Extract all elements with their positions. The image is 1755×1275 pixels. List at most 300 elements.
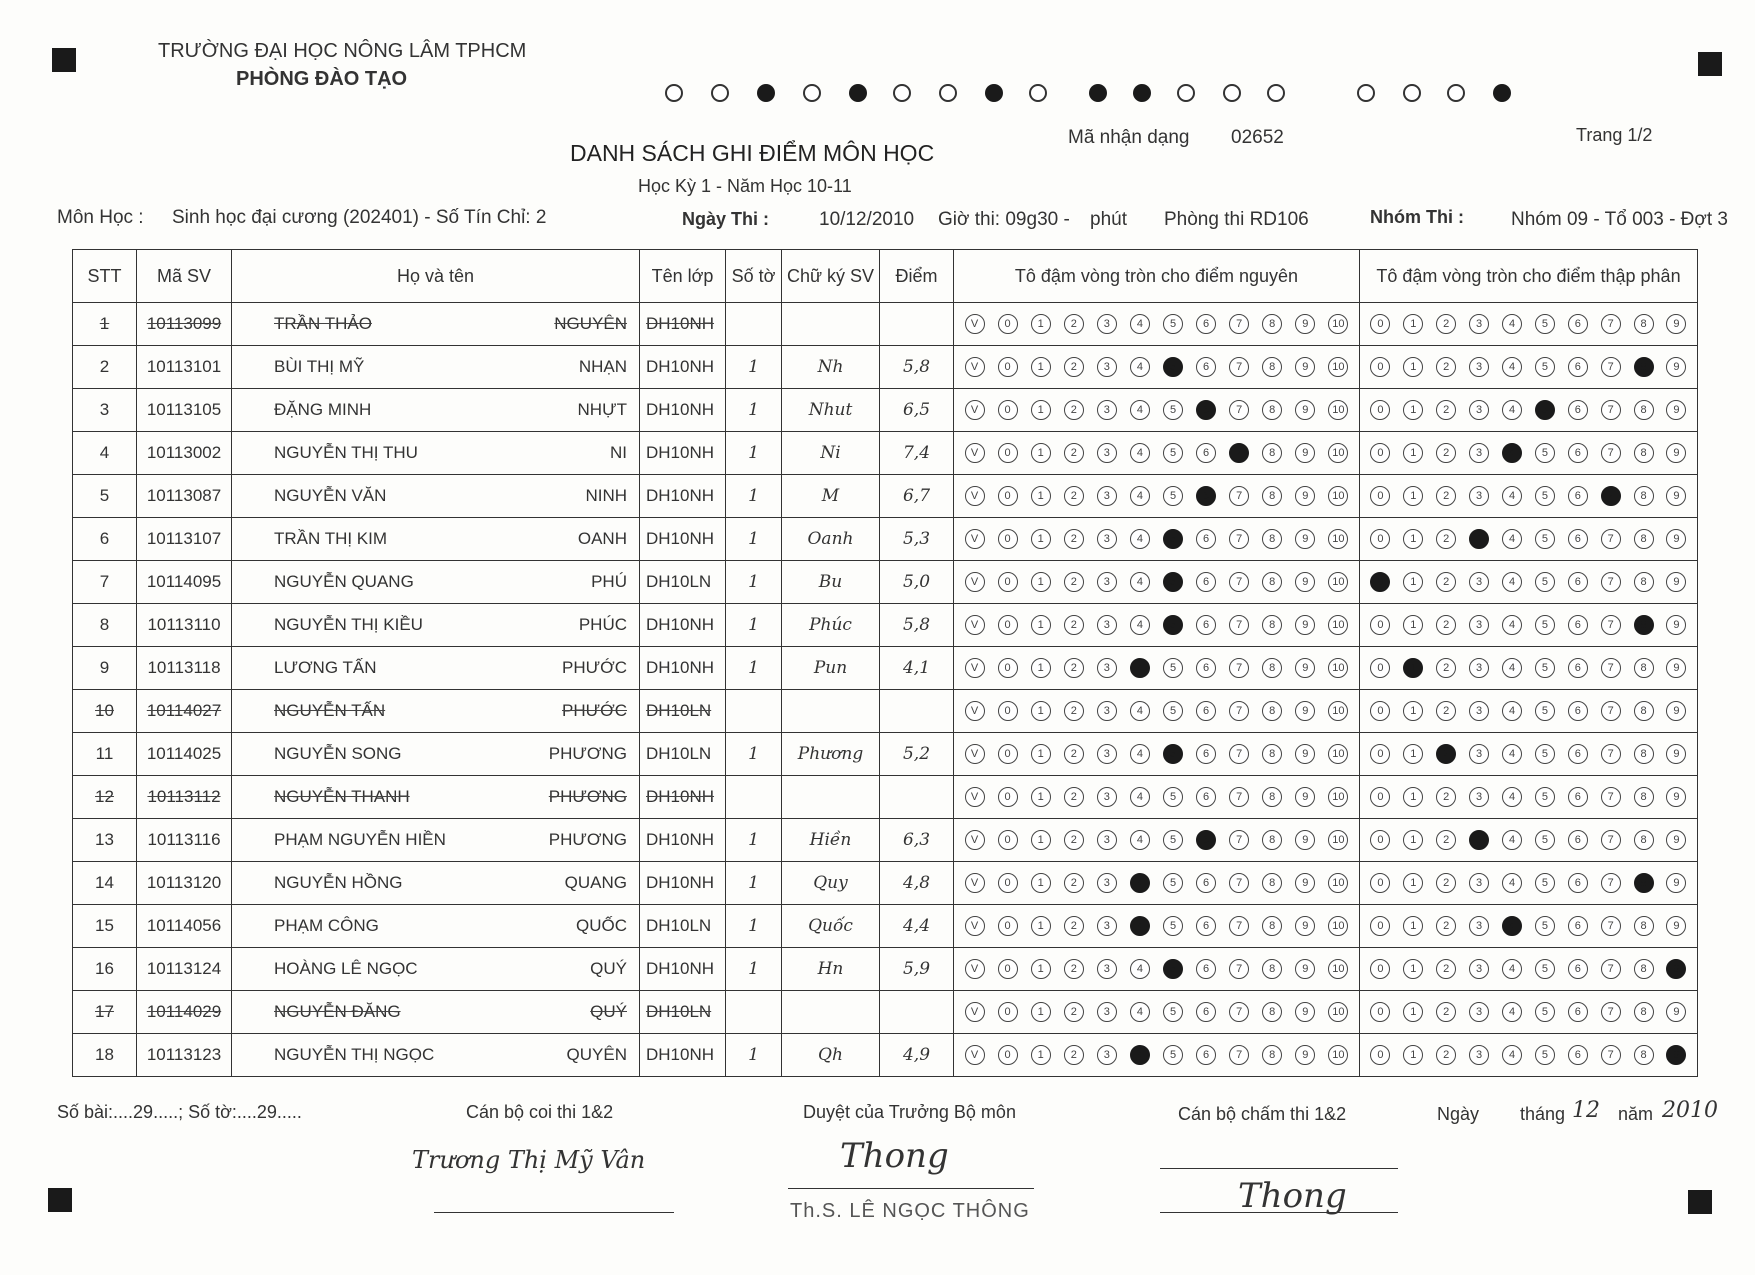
decimal-bubble[interactable]: 6 (1568, 1045, 1588, 1065)
integer-bubble[interactable]: 4 (1130, 314, 1150, 334)
integer-bubble[interactable]: 6 (1196, 701, 1216, 721)
decimal-bubble[interactable]: 7 (1601, 1002, 1621, 1022)
integer-bubble[interactable]: 0 (998, 701, 1018, 721)
decimal-bubble[interactable]: 3 (1469, 959, 1489, 979)
integer-bubble[interactable]: 0 (998, 486, 1018, 506)
decimal-bubble[interactable]: 0 (1370, 1045, 1390, 1065)
decimal-bubble[interactable]: 0 (1370, 1002, 1390, 1022)
decimal-bubble[interactable]: 1 (1403, 615, 1423, 635)
integer-bubble[interactable]: 0 (998, 830, 1018, 850)
decimal-bubble[interactable]: 3 (1469, 916, 1489, 936)
decimal-bubble[interactable]: 2 (1436, 744, 1456, 764)
decimal-bubble[interactable]: 4 (1502, 658, 1522, 678)
integer-bubble[interactable]: 1 (1031, 572, 1051, 592)
integer-bubble[interactable]: 10 (1328, 615, 1348, 635)
integer-bubble[interactable]: 7 (1229, 314, 1249, 334)
integer-bubble[interactable]: 2 (1064, 314, 1084, 334)
decimal-bubble[interactable]: 3 (1469, 314, 1489, 334)
integer-bubble[interactable]: 3 (1097, 959, 1117, 979)
decimal-bubble[interactable]: 0 (1370, 830, 1390, 850)
decimal-bubble[interactable]: 0 (1370, 486, 1390, 506)
integer-bubble[interactable]: 2 (1064, 916, 1084, 936)
decimal-bubble[interactable]: 7 (1601, 486, 1621, 506)
decimal-bubble[interactable]: 7 (1601, 357, 1621, 377)
integer-bubble[interactable]: 10 (1328, 1002, 1348, 1022)
decimal-bubble[interactable]: 2 (1436, 529, 1456, 549)
decimal-bubble[interactable]: 8 (1634, 572, 1654, 592)
integer-bubble[interactable]: 7 (1229, 529, 1249, 549)
integer-bubble[interactable]: 8 (1262, 615, 1282, 635)
integer-bubble[interactable]: 4 (1130, 572, 1150, 592)
integer-bubble[interactable]: 2 (1064, 357, 1084, 377)
integer-bubble[interactable]: 8 (1262, 873, 1282, 893)
decimal-bubble[interactable]: 4 (1502, 314, 1522, 334)
integer-bubble[interactable]: 6 (1196, 529, 1216, 549)
decimal-bubble[interactable]: 0 (1370, 615, 1390, 635)
decimal-bubble[interactable]: 6 (1568, 314, 1588, 334)
integer-bubble[interactable]: 0 (998, 357, 1018, 377)
integer-bubble[interactable]: 3 (1097, 701, 1117, 721)
decimal-bubble[interactable]: 7 (1601, 658, 1621, 678)
integer-bubble[interactable]: 8 (1262, 357, 1282, 377)
integer-bubble[interactable]: 5 (1163, 400, 1183, 420)
decimal-bubble[interactable]: 6 (1568, 830, 1588, 850)
decimal-bubble[interactable]: 3 (1469, 615, 1489, 635)
integer-bubble[interactable]: 9 (1295, 357, 1315, 377)
decimal-bubble[interactable]: 9 (1666, 529, 1686, 549)
integer-bubble[interactable]: 8 (1262, 1002, 1282, 1022)
decimal-bubble[interactable]: 9 (1666, 572, 1686, 592)
decimal-bubble[interactable]: 7 (1601, 615, 1621, 635)
integer-bubble[interactable]: 10 (1328, 744, 1348, 764)
integer-bubble[interactable]: 7 (1229, 615, 1249, 635)
integer-bubble[interactable]: 4 (1130, 486, 1150, 506)
decimal-bubble[interactable]: 0 (1370, 959, 1390, 979)
decimal-bubble[interactable]: 9 (1666, 873, 1686, 893)
integer-bubble[interactable]: V (965, 787, 985, 807)
decimal-bubble[interactable]: 4 (1502, 701, 1522, 721)
integer-bubble[interactable]: 7 (1229, 916, 1249, 936)
integer-bubble[interactable]: 10 (1328, 357, 1348, 377)
integer-bubble[interactable]: 2 (1064, 572, 1084, 592)
integer-bubble[interactable]: 6 (1196, 572, 1216, 592)
integer-bubble[interactable]: 2 (1064, 615, 1084, 635)
integer-bubble[interactable]: 2 (1064, 873, 1084, 893)
integer-bubble[interactable]: 1 (1031, 400, 1051, 420)
integer-bubble[interactable]: 4 (1130, 529, 1150, 549)
integer-bubble[interactable]: 5 (1163, 701, 1183, 721)
integer-bubble[interactable]: 7 (1229, 744, 1249, 764)
decimal-bubble[interactable]: 2 (1436, 486, 1456, 506)
decimal-bubble[interactable]: 9 (1666, 787, 1686, 807)
decimal-bubble[interactable]: 6 (1568, 701, 1588, 721)
integer-bubble[interactable]: 3 (1097, 830, 1117, 850)
integer-bubble[interactable]: 3 (1097, 486, 1117, 506)
integer-bubble[interactable]: 8 (1262, 314, 1282, 334)
integer-bubble[interactable]: 2 (1064, 486, 1084, 506)
integer-bubble[interactable]: V (965, 572, 985, 592)
integer-bubble[interactable]: 1 (1031, 658, 1051, 678)
integer-bubble[interactable]: 6 (1196, 658, 1216, 678)
decimal-bubble[interactable]: 7 (1601, 787, 1621, 807)
decimal-bubble[interactable]: 7 (1601, 916, 1621, 936)
decimal-bubble[interactable]: 2 (1436, 959, 1456, 979)
decimal-bubble[interactable]: 6 (1568, 959, 1588, 979)
integer-bubble[interactable]: 6 (1196, 787, 1216, 807)
decimal-bubble[interactable]: 4 (1502, 1045, 1522, 1065)
integer-bubble[interactable]: 8 (1262, 959, 1282, 979)
decimal-bubble[interactable]: 4 (1502, 830, 1522, 850)
integer-bubble[interactable]: 7 (1229, 787, 1249, 807)
integer-bubble[interactable]: 8 (1262, 1045, 1282, 1065)
integer-bubble[interactable]: 2 (1064, 658, 1084, 678)
decimal-bubble[interactable]: 5 (1535, 658, 1555, 678)
integer-bubble[interactable]: 8 (1262, 486, 1282, 506)
integer-bubble[interactable]: 4 (1130, 701, 1150, 721)
decimal-bubble[interactable]: 1 (1403, 486, 1423, 506)
integer-bubble[interactable]: 10 (1328, 400, 1348, 420)
integer-bubble[interactable]: 8 (1262, 400, 1282, 420)
decimal-bubble[interactable]: 5 (1535, 314, 1555, 334)
integer-bubble[interactable]: 4 (1130, 658, 1150, 678)
decimal-bubble[interactable]: 1 (1403, 744, 1423, 764)
integer-bubble[interactable]: 3 (1097, 400, 1117, 420)
decimal-bubble[interactable]: 9 (1666, 830, 1686, 850)
integer-bubble[interactable]: 6 (1196, 314, 1216, 334)
decimal-bubble[interactable]: 8 (1634, 658, 1654, 678)
integer-bubble[interactable]: 6 (1196, 400, 1216, 420)
decimal-bubble[interactable]: 0 (1370, 701, 1390, 721)
decimal-bubble[interactable]: 2 (1436, 615, 1456, 635)
integer-bubble[interactable]: 7 (1229, 443, 1249, 463)
integer-bubble[interactable]: 5 (1163, 959, 1183, 979)
decimal-bubble[interactable]: 9 (1666, 400, 1686, 420)
integer-bubble[interactable]: 1 (1031, 615, 1051, 635)
decimal-bubble[interactable]: 1 (1403, 400, 1423, 420)
integer-bubble[interactable]: 5 (1163, 744, 1183, 764)
integer-bubble[interactable]: 0 (998, 787, 1018, 807)
integer-bubble[interactable]: 5 (1163, 486, 1183, 506)
decimal-bubble[interactable]: 9 (1666, 314, 1686, 334)
decimal-bubble[interactable]: 5 (1535, 916, 1555, 936)
decimal-bubble[interactable]: 2 (1436, 916, 1456, 936)
integer-bubble[interactable]: 1 (1031, 443, 1051, 463)
integer-bubble[interactable]: 4 (1130, 357, 1150, 377)
integer-bubble[interactable]: 0 (998, 615, 1018, 635)
integer-bubble[interactable]: 2 (1064, 830, 1084, 850)
integer-bubble[interactable]: 9 (1295, 529, 1315, 549)
decimal-bubble[interactable]: 5 (1535, 830, 1555, 850)
integer-bubble[interactable]: 5 (1163, 357, 1183, 377)
integer-bubble[interactable]: 2 (1064, 1045, 1084, 1065)
integer-bubble[interactable]: 7 (1229, 357, 1249, 377)
integer-bubble[interactable]: V (965, 615, 985, 635)
integer-bubble[interactable]: 10 (1328, 873, 1348, 893)
decimal-bubble[interactable]: 4 (1502, 744, 1522, 764)
decimal-bubble[interactable]: 2 (1436, 572, 1456, 592)
integer-bubble[interactable]: 6 (1196, 443, 1216, 463)
integer-bubble[interactable]: 5 (1163, 529, 1183, 549)
decimal-bubble[interactable]: 5 (1535, 744, 1555, 764)
integer-bubble[interactable]: 5 (1163, 787, 1183, 807)
decimal-bubble[interactable]: 8 (1634, 486, 1654, 506)
integer-bubble[interactable]: 9 (1295, 1045, 1315, 1065)
integer-bubble[interactable]: 6 (1196, 744, 1216, 764)
integer-bubble[interactable]: 1 (1031, 486, 1051, 506)
integer-bubble[interactable]: 4 (1130, 959, 1150, 979)
integer-bubble[interactable]: 0 (998, 314, 1018, 334)
integer-bubble[interactable]: V (965, 443, 985, 463)
decimal-bubble[interactable]: 9 (1666, 959, 1686, 979)
decimal-bubble[interactable]: 6 (1568, 400, 1588, 420)
integer-bubble[interactable]: 10 (1328, 529, 1348, 549)
decimal-bubble[interactable]: 2 (1436, 314, 1456, 334)
decimal-bubble[interactable]: 6 (1568, 658, 1588, 678)
decimal-bubble[interactable]: 5 (1535, 873, 1555, 893)
decimal-bubble[interactable]: 8 (1634, 443, 1654, 463)
integer-bubble[interactable]: 0 (998, 443, 1018, 463)
decimal-bubble[interactable]: 0 (1370, 400, 1390, 420)
integer-bubble[interactable]: 0 (998, 529, 1018, 549)
integer-bubble[interactable]: 3 (1097, 572, 1117, 592)
integer-bubble[interactable]: 3 (1097, 744, 1117, 764)
decimal-bubble[interactable]: 4 (1502, 400, 1522, 420)
decimal-bubble[interactable]: 5 (1535, 615, 1555, 635)
decimal-bubble[interactable]: 3 (1469, 357, 1489, 377)
integer-bubble[interactable]: 4 (1130, 916, 1150, 936)
integer-bubble[interactable]: 8 (1262, 830, 1282, 850)
decimal-bubble[interactable]: 2 (1436, 400, 1456, 420)
decimal-bubble[interactable]: 3 (1469, 486, 1489, 506)
decimal-bubble[interactable]: 5 (1535, 529, 1555, 549)
integer-bubble[interactable]: 4 (1130, 1045, 1150, 1065)
decimal-bubble[interactable]: 2 (1436, 1045, 1456, 1065)
integer-bubble[interactable]: 2 (1064, 787, 1084, 807)
decimal-bubble[interactable]: 2 (1436, 443, 1456, 463)
integer-bubble[interactable]: 9 (1295, 443, 1315, 463)
integer-bubble[interactable]: V (965, 873, 985, 893)
integer-bubble[interactable]: 9 (1295, 916, 1315, 936)
integer-bubble[interactable]: 7 (1229, 486, 1249, 506)
decimal-bubble[interactable]: 4 (1502, 615, 1522, 635)
decimal-bubble[interactable]: 3 (1469, 787, 1489, 807)
integer-bubble[interactable]: 3 (1097, 314, 1117, 334)
decimal-bubble[interactable]: 2 (1436, 873, 1456, 893)
decimal-bubble[interactable]: 8 (1634, 959, 1654, 979)
integer-bubble[interactable]: 1 (1031, 1045, 1051, 1065)
integer-bubble[interactable]: 9 (1295, 830, 1315, 850)
decimal-bubble[interactable]: 8 (1634, 873, 1654, 893)
decimal-bubble[interactable]: 5 (1535, 1002, 1555, 1022)
decimal-bubble[interactable]: 5 (1535, 701, 1555, 721)
decimal-bubble[interactable]: 8 (1634, 744, 1654, 764)
integer-bubble[interactable]: 5 (1163, 1002, 1183, 1022)
integer-bubble[interactable]: 10 (1328, 959, 1348, 979)
integer-bubble[interactable]: 5 (1163, 1045, 1183, 1065)
integer-bubble[interactable]: 3 (1097, 658, 1117, 678)
integer-bubble[interactable]: 5 (1163, 615, 1183, 635)
decimal-bubble[interactable]: 8 (1634, 787, 1654, 807)
decimal-bubble[interactable]: 9 (1666, 744, 1686, 764)
decimal-bubble[interactable]: 3 (1469, 443, 1489, 463)
decimal-bubble[interactable]: 5 (1535, 959, 1555, 979)
decimal-bubble[interactable]: 1 (1403, 529, 1423, 549)
integer-bubble[interactable]: 5 (1163, 830, 1183, 850)
integer-bubble[interactable]: 7 (1229, 1002, 1249, 1022)
decimal-bubble[interactable]: 1 (1403, 873, 1423, 893)
integer-bubble[interactable]: 10 (1328, 572, 1348, 592)
integer-bubble[interactable]: 6 (1196, 615, 1216, 635)
integer-bubble[interactable]: 0 (998, 400, 1018, 420)
decimal-bubble[interactable]: 6 (1568, 486, 1588, 506)
decimal-bubble[interactable]: 7 (1601, 744, 1621, 764)
decimal-bubble[interactable]: 0 (1370, 443, 1390, 463)
decimal-bubble[interactable]: 6 (1568, 357, 1588, 377)
decimal-bubble[interactable]: 3 (1469, 1045, 1489, 1065)
integer-bubble[interactable]: 5 (1163, 658, 1183, 678)
decimal-bubble[interactable]: 0 (1370, 744, 1390, 764)
decimal-bubble[interactable]: 5 (1535, 486, 1555, 506)
decimal-bubble[interactable]: 2 (1436, 357, 1456, 377)
integer-bubble[interactable]: 8 (1262, 443, 1282, 463)
integer-bubble[interactable]: 4 (1130, 873, 1150, 893)
integer-bubble[interactable]: 8 (1262, 916, 1282, 936)
integer-bubble[interactable]: 0 (998, 916, 1018, 936)
integer-bubble[interactable]: 6 (1196, 357, 1216, 377)
integer-bubble[interactable]: 6 (1196, 959, 1216, 979)
decimal-bubble[interactable]: 1 (1403, 1045, 1423, 1065)
decimal-bubble[interactable]: 1 (1403, 572, 1423, 592)
integer-bubble[interactable]: 7 (1229, 400, 1249, 420)
integer-bubble[interactable]: 10 (1328, 658, 1348, 678)
decimal-bubble[interactable]: 7 (1601, 572, 1621, 592)
integer-bubble[interactable]: 3 (1097, 787, 1117, 807)
decimal-bubble[interactable]: 3 (1469, 572, 1489, 592)
integer-bubble[interactable]: 2 (1064, 959, 1084, 979)
decimal-bubble[interactable]: 9 (1666, 1002, 1686, 1022)
integer-bubble[interactable]: 2 (1064, 744, 1084, 764)
decimal-bubble[interactable]: 1 (1403, 1002, 1423, 1022)
integer-bubble[interactable]: V (965, 400, 985, 420)
decimal-bubble[interactable]: 8 (1634, 1002, 1654, 1022)
integer-bubble[interactable]: V (965, 314, 985, 334)
integer-bubble[interactable]: 7 (1229, 701, 1249, 721)
decimal-bubble[interactable]: 2 (1436, 658, 1456, 678)
integer-bubble[interactable]: 10 (1328, 916, 1348, 936)
integer-bubble[interactable]: 6 (1196, 916, 1216, 936)
integer-bubble[interactable]: 9 (1295, 314, 1315, 334)
integer-bubble[interactable]: 9 (1295, 615, 1315, 635)
decimal-bubble[interactable]: 1 (1403, 357, 1423, 377)
integer-bubble[interactable]: 1 (1031, 1002, 1051, 1022)
integer-bubble[interactable]: V (965, 830, 985, 850)
integer-bubble[interactable]: V (965, 357, 985, 377)
integer-bubble[interactable]: 0 (998, 1045, 1018, 1065)
decimal-bubble[interactable]: 1 (1403, 830, 1423, 850)
decimal-bubble[interactable]: 0 (1370, 787, 1390, 807)
decimal-bubble[interactable]: 6 (1568, 1002, 1588, 1022)
integer-bubble[interactable]: 3 (1097, 916, 1117, 936)
decimal-bubble[interactable]: 5 (1535, 572, 1555, 592)
decimal-bubble[interactable]: 1 (1403, 916, 1423, 936)
decimal-bubble[interactable]: 2 (1436, 1002, 1456, 1022)
decimal-bubble[interactable]: 1 (1403, 658, 1423, 678)
integer-bubble[interactable]: 5 (1163, 314, 1183, 334)
integer-bubble[interactable]: 4 (1130, 615, 1150, 635)
decimal-bubble[interactable]: 8 (1634, 357, 1654, 377)
integer-bubble[interactable]: 5 (1163, 916, 1183, 936)
decimal-bubble[interactable]: 6 (1568, 873, 1588, 893)
integer-bubble[interactable]: 7 (1229, 1045, 1249, 1065)
decimal-bubble[interactable]: 8 (1634, 1045, 1654, 1065)
decimal-bubble[interactable]: 7 (1601, 1045, 1621, 1065)
decimal-bubble[interactable]: 5 (1535, 787, 1555, 807)
integer-bubble[interactable]: 3 (1097, 615, 1117, 635)
integer-bubble[interactable]: 3 (1097, 357, 1117, 377)
decimal-bubble[interactable]: 1 (1403, 443, 1423, 463)
integer-bubble[interactable]: 0 (998, 873, 1018, 893)
decimal-bubble[interactable]: 2 (1436, 830, 1456, 850)
integer-bubble[interactable]: 10 (1328, 443, 1348, 463)
integer-bubble[interactable]: 1 (1031, 787, 1051, 807)
integer-bubble[interactable]: 8 (1262, 744, 1282, 764)
integer-bubble[interactable]: 9 (1295, 658, 1315, 678)
integer-bubble[interactable]: V (965, 744, 985, 764)
integer-bubble[interactable]: 8 (1262, 572, 1282, 592)
integer-bubble[interactable]: 4 (1130, 400, 1150, 420)
decimal-bubble[interactable]: 3 (1469, 830, 1489, 850)
integer-bubble[interactable]: 3 (1097, 1045, 1117, 1065)
integer-bubble[interactable]: 2 (1064, 443, 1084, 463)
decimal-bubble[interactable]: 2 (1436, 701, 1456, 721)
integer-bubble[interactable]: 3 (1097, 443, 1117, 463)
decimal-bubble[interactable]: 5 (1535, 1045, 1555, 1065)
integer-bubble[interactable]: 2 (1064, 1002, 1084, 1022)
integer-bubble[interactable]: V (965, 916, 985, 936)
integer-bubble[interactable]: V (965, 959, 985, 979)
integer-bubble[interactable]: 5 (1163, 873, 1183, 893)
integer-bubble[interactable]: 4 (1130, 787, 1150, 807)
integer-bubble[interactable]: V (965, 1045, 985, 1065)
integer-bubble[interactable]: 7 (1229, 830, 1249, 850)
decimal-bubble[interactable]: 6 (1568, 443, 1588, 463)
decimal-bubble[interactable]: 7 (1601, 529, 1621, 549)
integer-bubble[interactable]: 1 (1031, 959, 1051, 979)
integer-bubble[interactable]: V (965, 701, 985, 721)
integer-bubble[interactable]: 6 (1196, 1045, 1216, 1065)
decimal-bubble[interactable]: 8 (1634, 314, 1654, 334)
decimal-bubble[interactable]: 7 (1601, 959, 1621, 979)
integer-bubble[interactable]: 8 (1262, 658, 1282, 678)
decimal-bubble[interactable]: 2 (1436, 787, 1456, 807)
integer-bubble[interactable]: V (965, 658, 985, 678)
decimal-bubble[interactable]: 4 (1502, 787, 1522, 807)
decimal-bubble[interactable]: 1 (1403, 701, 1423, 721)
integer-bubble[interactable]: 1 (1031, 916, 1051, 936)
decimal-bubble[interactable]: 8 (1634, 529, 1654, 549)
decimal-bubble[interactable]: 8 (1634, 916, 1654, 936)
integer-bubble[interactable]: 1 (1031, 701, 1051, 721)
decimal-bubble[interactable]: 0 (1370, 529, 1390, 549)
decimal-bubble[interactable]: 8 (1634, 400, 1654, 420)
integer-bubble[interactable]: 9 (1295, 1002, 1315, 1022)
decimal-bubble[interactable]: 4 (1502, 1002, 1522, 1022)
decimal-bubble[interactable]: 3 (1469, 1002, 1489, 1022)
decimal-bubble[interactable]: 9 (1666, 443, 1686, 463)
integer-bubble[interactable]: 0 (998, 1002, 1018, 1022)
integer-bubble[interactable]: 6 (1196, 1002, 1216, 1022)
integer-bubble[interactable]: 5 (1163, 572, 1183, 592)
